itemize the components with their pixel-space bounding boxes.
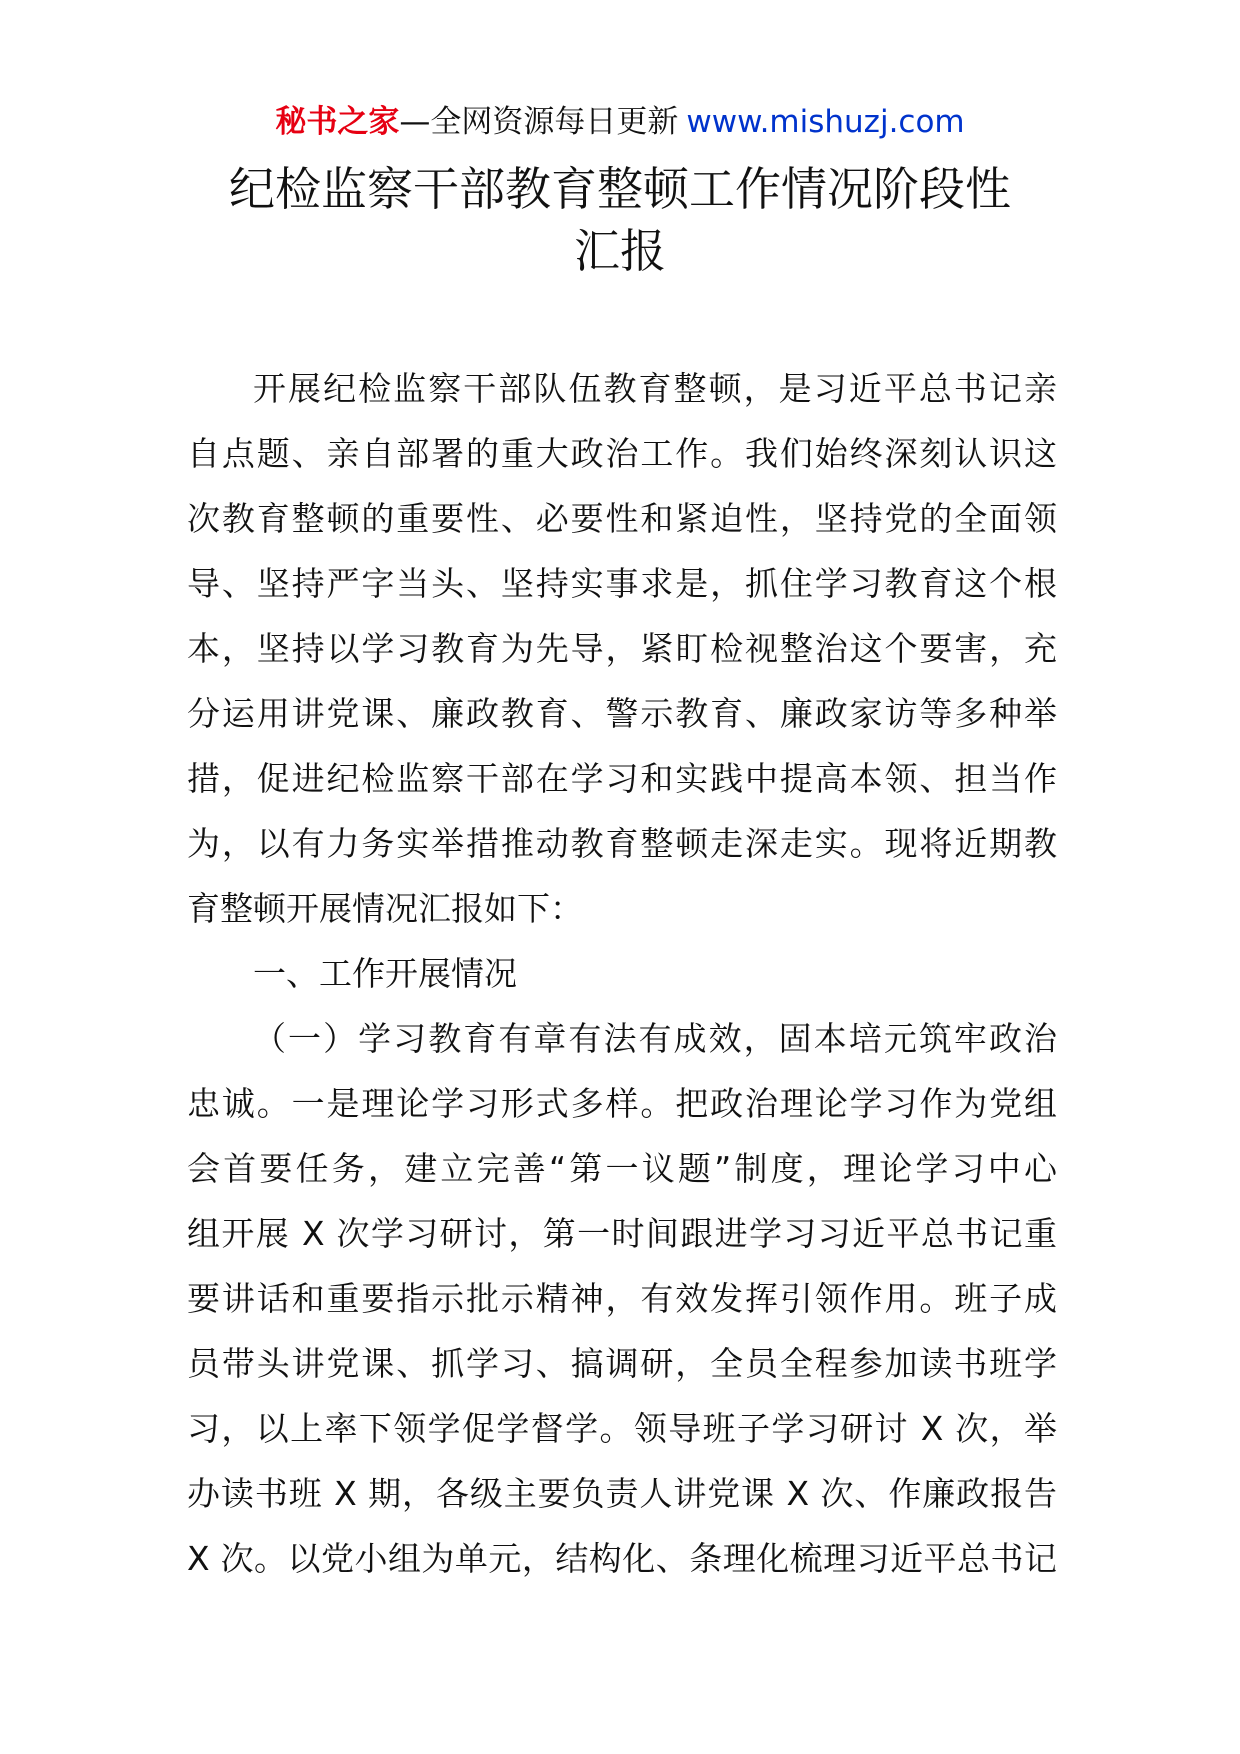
body-line: X 次。以党小组为单元，结构化、条理化梳理习近平总书记 [187, 1539, 1057, 1578]
body-line: 忠诚。一是理论学习形式多样。把政治理论学习作为党组 [187, 1084, 1057, 1123]
body-line: 措，促进纪检监察干部在学习和实践中提高本领、担当作 [187, 759, 1057, 798]
body-line: 育整顿开展情况汇报如下： [187, 889, 583, 928]
body-line: 次教育整顿的重要性、必要性和紧迫性，坚持党的全面领 [187, 499, 1057, 538]
subsection-heading: （一）学习教育有章有法有成效，固本培元筑牢政治 [253, 1019, 1057, 1058]
title-line-2: 汇报 [574, 224, 666, 278]
body-line: 员带头讲党课、抓学习、搞调研，全员全程参加读书班学 [187, 1344, 1057, 1383]
site-tagline: —全网资源每日更新 [399, 104, 679, 140]
body-line: 习，以上率下领学促学督学。领导班子学习研讨 X 次，举 [187, 1409, 1057, 1448]
body-line: 组开展 X 次学习研讨，第一时间跟进学习习近平总书记重 [187, 1214, 1057, 1253]
document-title [0, 158, 1240, 282]
body-line: 本，坚持以学习教育为先导，紧盯检视整治这个要害，充 [187, 629, 1057, 668]
site-header [0, 100, 1240, 144]
section-heading: 一、工作开展情况 [253, 954, 517, 993]
body-line: 开展纪检监察干部队伍教育整顿，是习近平总书记亲 [253, 369, 1057, 408]
body-line: 自点题、亲自部署的重大政治工作。我们始终深刻认识这 [187, 434, 1057, 473]
title-line-1: 纪检监察干部教育整顿工作情况阶段性 [229, 162, 1011, 216]
body-line: 为，以有力务实举措推动教育整顿走深走实。现将近期教 [187, 824, 1057, 863]
document-body [187, 356, 1057, 1591]
site-brand: 秘书之家 [275, 104, 400, 140]
site-url-link[interactable]: www.mishuzj.com [686, 104, 965, 140]
body-line: 会首要任务，建立完善“第一议题”制度，理论学习中心 [187, 1149, 1057, 1188]
body-line: 要讲话和重要指示批示精神，有效发挥引领作用。班子成 [187, 1279, 1057, 1318]
body-line: 分运用讲党课、廉政教育、警示教育、廉政家访等多种举 [187, 694, 1057, 733]
body-line: 导、坚持严字当头、坚持实事求是，抓住学习教育这个根 [187, 564, 1057, 603]
body-line: 办读书班 X 期，各级主要负责人讲党课 X 次、作廉政报告 [187, 1474, 1057, 1513]
